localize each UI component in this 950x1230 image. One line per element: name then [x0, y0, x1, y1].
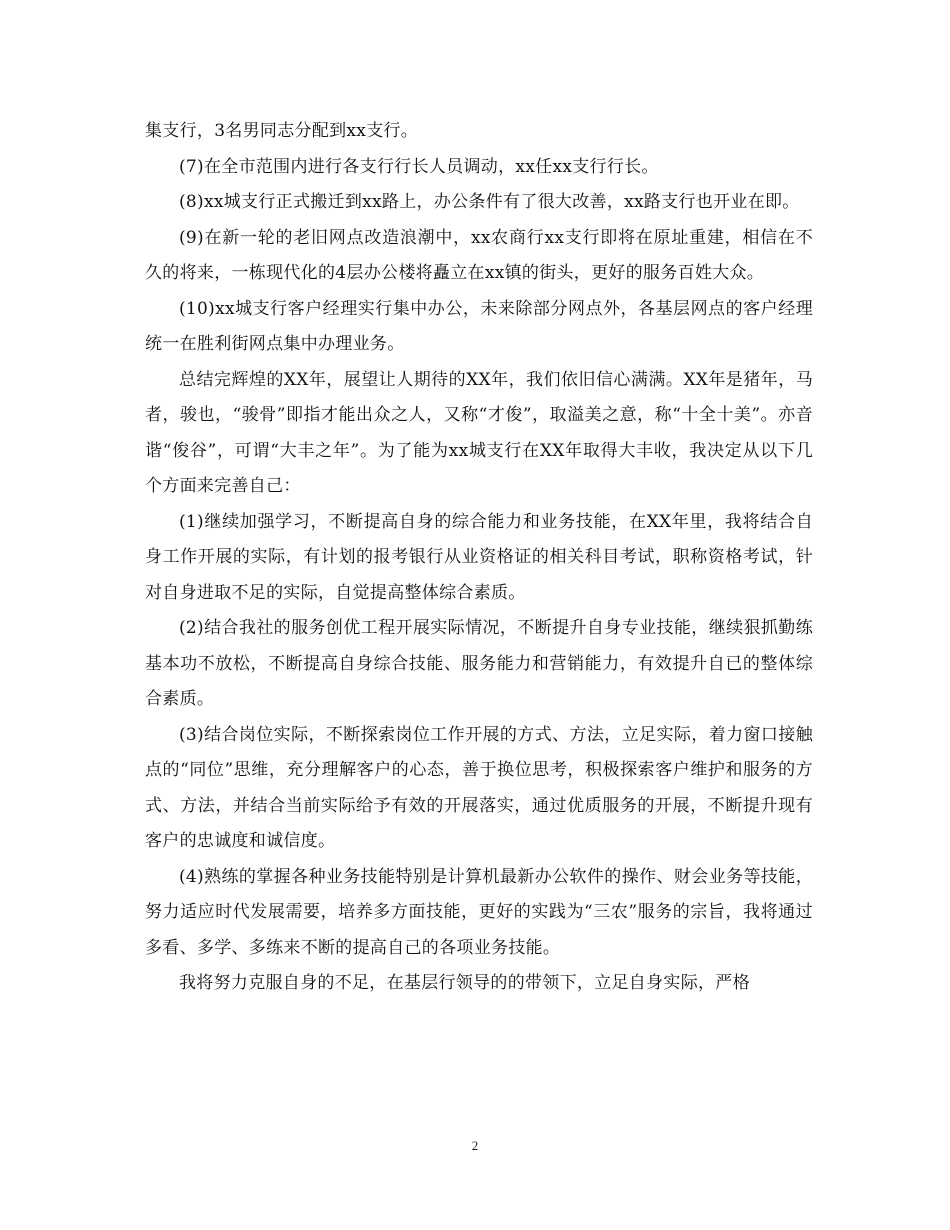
- paragraph-plan-4: (4)熟练的掌握各种业务技能特别是计算机最新办公软件的操作、财会业务等技能，努力适应时代发展需要，培养多方面技能，更好的实践为“三农”服务的宗旨，我将通过多看、多学、多练来不断的提高自己的各项业务技能。: [145, 866, 813, 958]
- paragraph-item-8: (8)xx城支行正式搬迁到xx路上，办公条件有了很大改善，xx路支行也开业在即。: [179, 192, 800, 212]
- paragraph-summary: 总结完辉煌的XX年，展望让人期待的XX年，我们依旧信心满满。XX年是猪年，马者，骏也，“骏骨”即指才能出众之人，又称“才俊”，取溢美之意，称“十全十美”。亦音谐“俊谷”，可谓“大丰之年”。为了能为xx城支行在XX年取得大丰收，我决定从以下几个方面来完善自己：: [145, 369, 813, 496]
- paragraph-plan-2: (2)结合我社的服务创优工程开展实际情况，不断提升自身专业技能，继续狠抓勤练基本功不放松，不断提高自身综合技能、服务能力和营销能力，有效提升自已的整体综合素质。: [145, 618, 813, 709]
- page-number: 2: [471, 1138, 479, 1153]
- paragraph-plan-3: (3)结合岗位实际，不断探索岗位工作开展的方式、方法，立足实际，着力窗口接触点的“同位”思维，充分理解客户的心态，善于换位思考，积极探索客户维护和服务的方式、方法，并结合当前实际给予有效的开展落实，通过优质服务的开展，不断提升现有客户的忠诚度和诚信度。: [145, 724, 813, 851]
- paragraph-plan-1: (1)继续加强学习，不断提高自身的综合能力和业务技能，在XX年里，我将结合自身工作开展的实际，有计划的报考银行从业资格证的相关科目考试，职称资格考试，针对自身进取不足的实际，自觉提高整体综合素质。: [145, 511, 813, 603]
- paragraph-item-9: (9)在新一轮的老旧网点改造浪潮中，xx农商行xx支行即将在原址重建，相信在不久的将来，一栋现代化的4层办公楼将矗立在xx镇的街头，更好的服务百姓大众。: [145, 227, 813, 283]
- paragraph-continuation: 集支行，3名男同志分配到xx支行。: [145, 121, 419, 141]
- paragraph-closing: 我将努力克服自身的不足，在基层行领导的的带领下，立足自身实际，严格: [179, 973, 750, 993]
- body-text: [145, 114, 813, 1002]
- paragraph-item-10: (10)xx城支行客户经理实行集中办公，未来除部分网点外，各基层网点的客户经理统一在胜利街网点集中办理业务。: [145, 298, 813, 354]
- paragraph-item-7: (7)在全市范围内进行各支行行长人员调动，xx任xx支行行长。: [179, 156, 659, 177]
